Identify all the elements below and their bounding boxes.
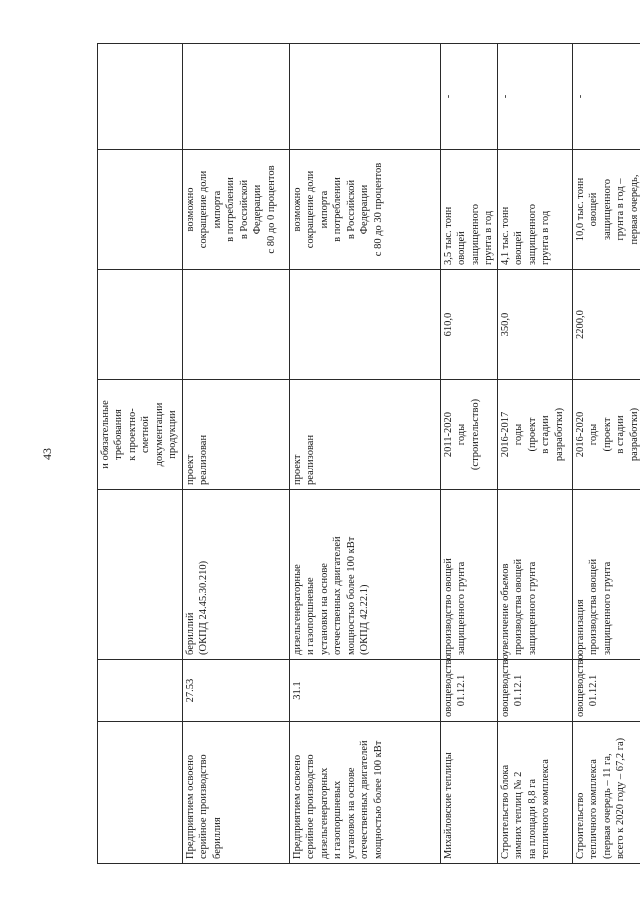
expected-effect: 4,1 тыс. тонн овощей защищенного грунта в год [497, 150, 572, 270]
header-cell [98, 270, 183, 380]
table-row [441, 44, 498, 864]
investment-amount: 610,0 [441, 270, 498, 380]
activity-code: 31.1 [290, 660, 441, 722]
note [290, 44, 441, 150]
activity-code: овощеводство 01.12.1 [572, 660, 640, 722]
expected-effect: 10,0 тыс. тонн овощей защищенного грунта в год – первая очередь, [572, 150, 640, 270]
project-name: Михайловские теплицы [441, 722, 498, 864]
project-status: 2016-2020 годы (проект в стадии разработки) [572, 380, 640, 490]
project-name: Предприятием освоено серийное производство бериллия [183, 722, 290, 864]
note: - [572, 44, 640, 150]
project-name: Строительство блока зимних теплиц № 2 на площади 8,8 га тепличного комплекса [497, 722, 572, 864]
project-name: Предприятием освоено серийное производство дизельгенераторных и газопоршневых установок на основе отечественных двигателей мощностью более 100 кВт [290, 722, 441, 864]
project-name: Строительство тепличного комплекса (первая очередь – 11 га, всего к 2020 году – 67,2 га) [572, 722, 640, 864]
note [183, 44, 290, 150]
header-requirements: и обязательные требования к проектно- сметной документации продукции [98, 380, 183, 490]
table-row [497, 44, 572, 864]
expected-effect: 3,5 тыс. тонн овощей защищенного грунта в год [441, 150, 498, 270]
note: - [497, 44, 572, 150]
table-header-row [98, 44, 183, 864]
investment-amount [290, 270, 441, 380]
investment-amount [183, 270, 290, 380]
product-description: дизельгенераторные и газопоршневые установки на основе отечественных двигателей мощностью более 100 кВт (ОКПД 42.22.1) [290, 490, 441, 660]
project-status: проект реализован [290, 380, 441, 490]
note: - [441, 44, 498, 150]
table-row [183, 44, 290, 864]
header-cell [98, 150, 183, 270]
header-cell [98, 722, 183, 864]
header-cell [98, 44, 183, 150]
header-cell [98, 660, 183, 722]
activity-code: 27.53 [183, 660, 290, 722]
product-description: увеличение объемов производства овощей защищенного грунта [497, 490, 572, 660]
activity-code: овощеводство 01.12.1 [441, 660, 498, 722]
product-description: организация производства овощей защищенного грунта [572, 490, 640, 660]
project-status: 2011-2020 годы (строительство) [441, 380, 498, 490]
header-cell [98, 490, 183, 660]
expected-effect: возможно сокращение доли импорта в потреблении в Российской Федерации с 80 до 0 процентов [183, 150, 290, 270]
investment-amount: 350,0 [497, 270, 572, 380]
project-status: проект реализован [183, 380, 290, 490]
page-number: 43 [40, 448, 54, 460]
table-row [290, 44, 441, 864]
table-row [572, 44, 640, 864]
investment-amount: 2200,0 [572, 270, 640, 380]
rotated-table-page [97, 94, 640, 864]
product-description: бериллий (ОКПД 24.45.30.210) [183, 490, 290, 660]
project-status: 2016-2017 годы (проект в стадии разработки) [497, 380, 572, 490]
expected-effect: возможно сокращение доли импорта в потреблении в Российской Федерации с 80 до 30 процентов [290, 150, 441, 270]
product-description: производство овощей защищенного грунта [441, 490, 498, 660]
projects-table [97, 43, 640, 864]
activity-code: овощеводство 01.12.1 [497, 660, 572, 722]
